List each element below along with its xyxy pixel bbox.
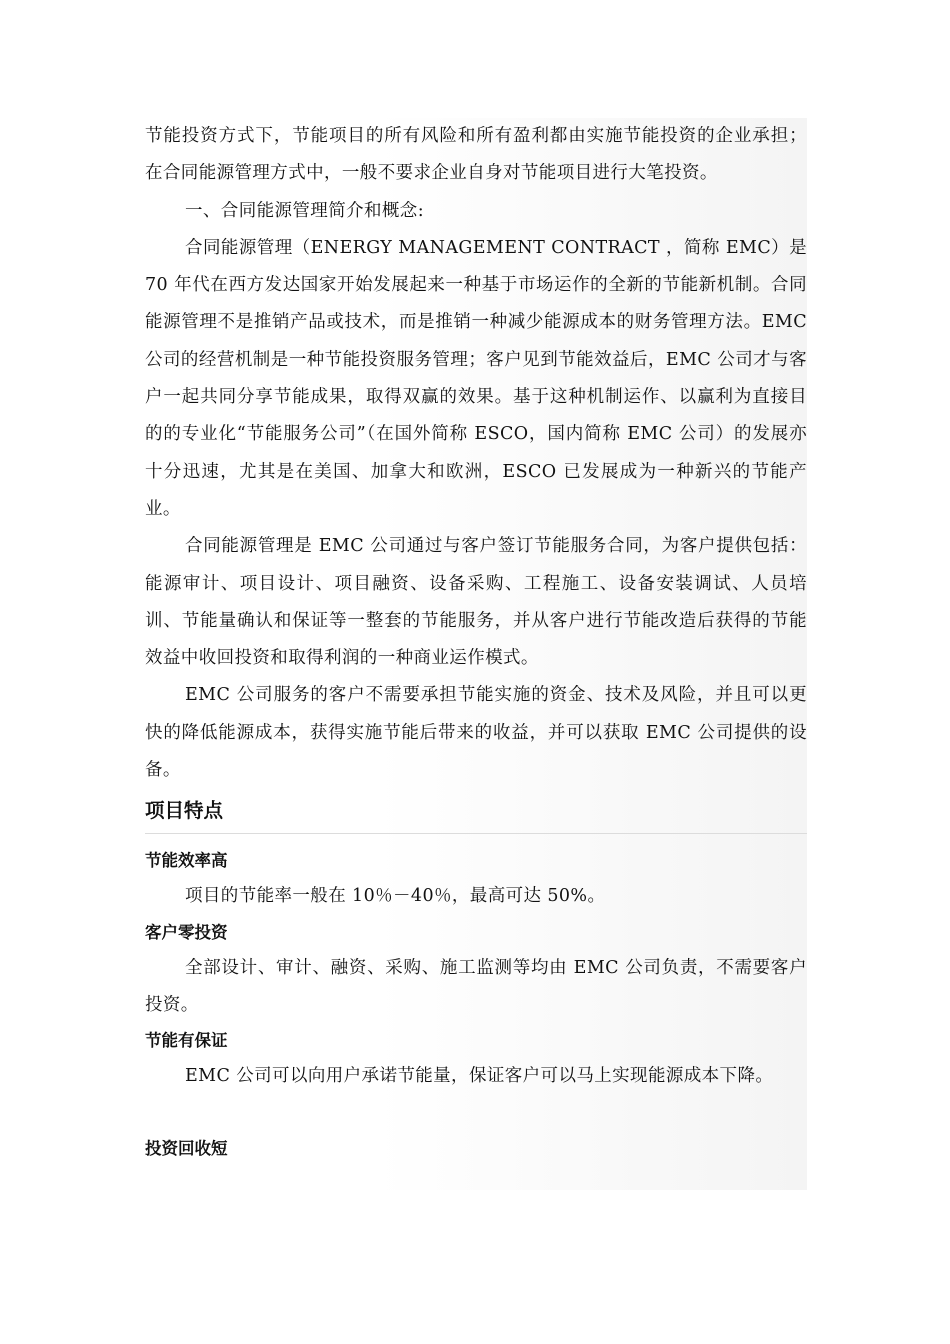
feature-text-zero-investment: 全部设计、审计、融资、采购、施工监测等均由 EMC 公司负责，不需要客户投资。 <box>145 957 807 1015</box>
feature-text-guarantee: EMC 公司可以向用户承诺节能量，保证客户可以马上实现能源成本下降。 <box>185 1066 774 1087</box>
document-body <box>145 118 807 1190</box>
paragraph-emc-benefits: EMC 公司服务的客户不需要承担节能实施的资金、技术及风险，并且可以更快的降低能源成本，获得实施节能后带来的收益，并可以获取 EMC 公司提供的设备。 <box>145 685 807 781</box>
paragraph-1: 节能投资方式下，节能项目的所有风险和所有盈利都由实施节能投资的企业承担；在合同能源管理方式中，一般不要求企业自身对节能项目进行大笔投资。 <box>145 126 807 184</box>
paragraph-emc-definition: 合同能源管理（ENERGY MANAGEMENT CONTRACT ，简称 EMC）是 70 年代在西方发达国家开始发展起来一种基于市场运作的全新的节能新机制。合同能源管理不是推销产品或技术，而是推销一种减少能源成本的财务管理方法。EMC 公司的经营机制是一种节能投资服务管理；客户见到节能效益后，EMC 公司才与客户一起共同分享节能成果，取得双赢的效果。基于这种机制运作、以赢利为直接目的的专业化“节能服务公司”（在国外简称 ESCO，国内简称 EMC 公司）的发展亦十分迅速，尤其是在美国、加拿大和欧洲，ESCO 已发展成为一种新兴的节能产业。 <box>145 237 807 519</box>
section-heading-intro: 一、合同能源管理简介和概念: <box>185 200 424 221</box>
feature-heading-zero-investment: 客户零投资 <box>145 922 228 942</box>
paragraph-emc-model: 合同能源管理是 EMC 公司通过与客户签订节能服务合同，为客户提供包括：能源审计、项目设计、项目融资、设备采购、工程施工、设备安装调试、人员培训、节能量确认和保证等一整套的节能服务，并从客户进行节能改造后获得的节能效益中收回投资和取得利润的一种商业运作模式。 <box>145 536 807 669</box>
feature-heading-payback: 投资回收短 <box>145 1138 228 1158</box>
feature-heading-efficiency: 节能效率高 <box>145 851 228 871</box>
feature-heading-guarantee: 节能有保证 <box>145 1031 228 1051</box>
section-title: 项目特点 <box>145 789 807 834</box>
feature-text-efficiency: 项目的节能率一般在 10％－40％，最高可达 50%。 <box>185 886 606 907</box>
spacer <box>145 1096 807 1132</box>
